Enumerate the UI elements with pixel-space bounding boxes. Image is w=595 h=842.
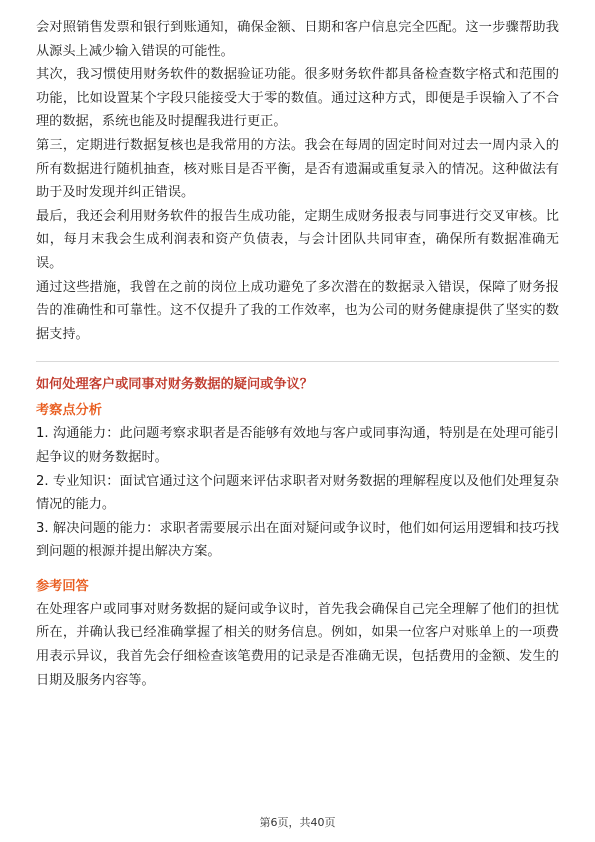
body-paragraph: 其次，我习惯使用财务软件的数据验证功能。很多财务软件都具备检查数字格式和范围的功能，比如设置某个字段只能接受大于零的数值。通过这种方式，即便是手误输入了不合理的数据，系统也能及时提醒我进行更正。 <box>36 67 559 130</box>
body-paragraph: 第三，定期进行数据复核也是我常用的方法。我会在每周的固定时间对过去一周内录入的所有数据进行随机抽查，核对账目是否平衡，是否有遗漏或重复录入的情况。这种做法有助于及时发现并纠正错误。 <box>36 137 559 201</box>
body-paragraph: 通过这些措施，我曾在之前的岗位上成功避免了多次潜在的数据录入错误，保障了财务报告的准确性和可靠性。这不仅提升了我的工作效率，也为公司的财务健康提供了坚实的数据支持。 <box>36 279 559 342</box>
question-title: 如何处理客户或同事对财务数据的疑问或争议？ <box>36 377 313 393</box>
analysis-item: 3. 解决问题的能力：求职者需要展示出在面对疑问或争议时，他们如何运用逻辑和技巧找到问题的根源并提出解决方案。 <box>36 520 559 560</box>
answer-paragraph: 在处理客户或同事对财务数据的疑问或争议时，首先我会确保自己完全理解了他们的担忧所在，并确认我已经准确掌握了相关的财务信息。例如，如果一位客户对账单上的一项费用表示异议，我首先会仔细检查该笔费用的记录是否准确无误，包括费用的金额、发生的日期及服务内容等。 <box>36 601 559 688</box>
body-paragraph: 最后，我还会利用财务软件的报告生成功能，定期生成财务报表与同事进行交叉审核。比如，每月末我会生成利润表和资产负债表，与会计团队共同审查，确保所有数据准确无误。 <box>36 208 559 271</box>
page-number-footer: 第6页，共40页 <box>259 816 336 829</box>
section-divider <box>36 361 559 362</box>
analysis-heading: 考察点分析 <box>36 403 102 419</box>
analysis-item: 1. 沟通能力：此问题考察求职者是否能够有效地与客户或同事沟通，特别是在处理可能引起争议的财务数据时。 <box>36 426 559 465</box>
analysis-item: 2. 专业知识：面试官通过这个问题来评估求职者对财务数据的理解程度以及他们处理复杂情况的能力。 <box>36 473 559 513</box>
document-page <box>36 16 559 692</box>
body-paragraph: 会对照销售发票和银行到账通知，确保金额、日期和客户信息完全匹配。这一步骤帮助我从源头上减少输入错误的可能性。 <box>36 20 559 59</box>
answer-heading: 参考回答 <box>36 578 89 594</box>
